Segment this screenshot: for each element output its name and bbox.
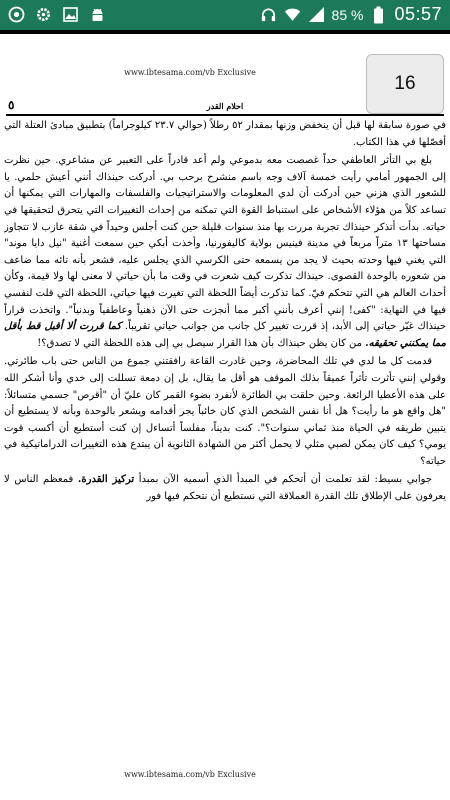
paragraph-continuation: فمعظم الناس لا يعرفون على الإطلاق تلك القدرة العملاقة التي نستطيع أن نتحكم فيها فور [4,474,446,503]
emphasized-quote: كما قررت ألا أقبل قط بأقل مما يمكنني تحقيقه. [4,321,446,349]
paragraph-text: بلغ بي التأثر العاطفي حداً غصصت معه بدموعي ولم أعد قادراً على التعبير عن مشاعري. حين نظرت إلى الجمهور أمامي رأيت خمسة آلاف وجه باسم منشرح برحب بي. أدركت حينذاك أنني أعيش حلمي. يا للشعور الذي هزني حين أدركت أن لدي المعلومات والاستراتيجيات والفلسفات والمهارات التي يمكنها أن تساعد كلاً من هؤلاء الأشخاص على استنباط القوة التي تمكنه من إحداث التغييرات التي يتحرق لتحقيقها في حياته. بدأت أتذكر حينذاك تجربة مررت بها منذ سنوات قليلة حين كنت أجلس وحيداً في شقة عازب لا تتجاوز مساحتها ١٣ متراً مربعاً في مدينة فينيس بولاية كاليفورنيا، وأخذت أبكي حين سمعت أغنية "نيل دايا موند" التي يغني فيها وحدته بحيث لا يجد من يسمعه حتى الكرسي الذي يجلس عليه، فشعر بأنه تائه مما ضاعف من شعوره بالوحدة القصوى. حينذاك تذكرت كيف شعرت في وقت ما بأن حياتي لا معنى لها ولا قيمة، وكأن أحداث العالم هي التي تتحكم فيّ. كما تذكرت أيضاً اللحظة التي تغيرت فيها حياتي، اللحظة التي قلت لنفسي فيها في النهاية: "كفى! إنني أعرف بأنني أكبر مما أنجزت حتى الآن ذهنياً وعاطفياً وبدنياً". واتخذت قراراً حينذاك غيّر حياتي إلى الأبد، إذ قررت تغيير كل جانب من جوانب حياتي تقريباً. [4,155,446,333]
site-url-top: www.ibtesama.com/vb Exclusive [124,68,256,77]
body-text [4,118,446,768]
header-rule [6,114,444,116]
page-indicator[interactable]: 16 [366,54,444,114]
paragraph-tail: من كان يظن حينذاك بأن هذا القرار سيصل بي إلى هذه اللحظة التي لا تصدق؟! [37,337,362,349]
headset-icon [260,6,277,23]
status-bar [0,0,450,30]
wifi-icon [284,6,301,23]
paragraph-text: قدمت كل ما لدي في تلك المحاضرة، وحين غادرت القاعة رافقتني جموع من الناس حتى باب طائرتي. وقولي إنني تأثرت تأثراً عميقاً بذلك الموقف هو أقل ما يقال، بل إن دمعة تسللت إلى خدي وأنا أشكر الله على هذه الأعطيا الرائعة. وحين حلقت بي الطائرة لأنفرد بضوء القمر كان عليّ أن "أقرص" جسمي متسائلاً: "هل واقع هو ما رأيت؟ هل أنا نفس الشخص الذي كان خائباً يجر أقدامه ويشعر بالوحدة وبأنه لا يستطيع أن يتبين طريقه في الحياة منذ ثماني سنوات؟". كنت بديناً، مفلساً أتساءل إن كنت أستطيع أن أكسب قوت يومي؟ كيف كان يمكن لصبي مثلي لا يحمل أكثر من الشهادة الثانوية أن يبتدع هذه التغييرات الدراماتيكية في حياته؟ [4,356,446,467]
paragraph-text: في صورة سابقة لها قبل أن ينخفض وزنها بمقدار ٥٢ رطلاً (حوالي ٢٣.٧ كيلوجراماً) بتطبيق مبادئ العتلة التي أفصّلها في هذا الكتاب. [4,120,446,148]
page-number: ٥ [8,98,15,112]
running-header [6,98,444,112]
battery-icon [370,6,387,23]
battery-percent: 85 % [331,6,364,23]
system-indicators [260,4,442,25]
clock: 05:57 [394,4,442,24]
paragraph [4,153,446,352]
paragraph [4,472,446,505]
whatsapp-icon [8,6,25,23]
paragraph-text: جوابي بسيط: لقد تعلمت أن أتحكم في المبدأ الذي أسميه الآن بمبدأ [138,474,432,486]
signal-icon [308,6,325,23]
settings-icon [35,6,52,23]
site-url-bottom: www.ibtesama.com/vb Exclusive [124,770,256,779]
notification-icons [8,6,106,23]
paragraph [4,118,446,151]
paragraph [4,354,446,470]
gallery-icon [62,6,79,23]
android-icon [89,6,106,23]
book-page[interactable] [0,34,450,800]
running-title: احلام القدر [206,101,244,111]
key-phrase: تركيز القدرة. [77,474,135,486]
